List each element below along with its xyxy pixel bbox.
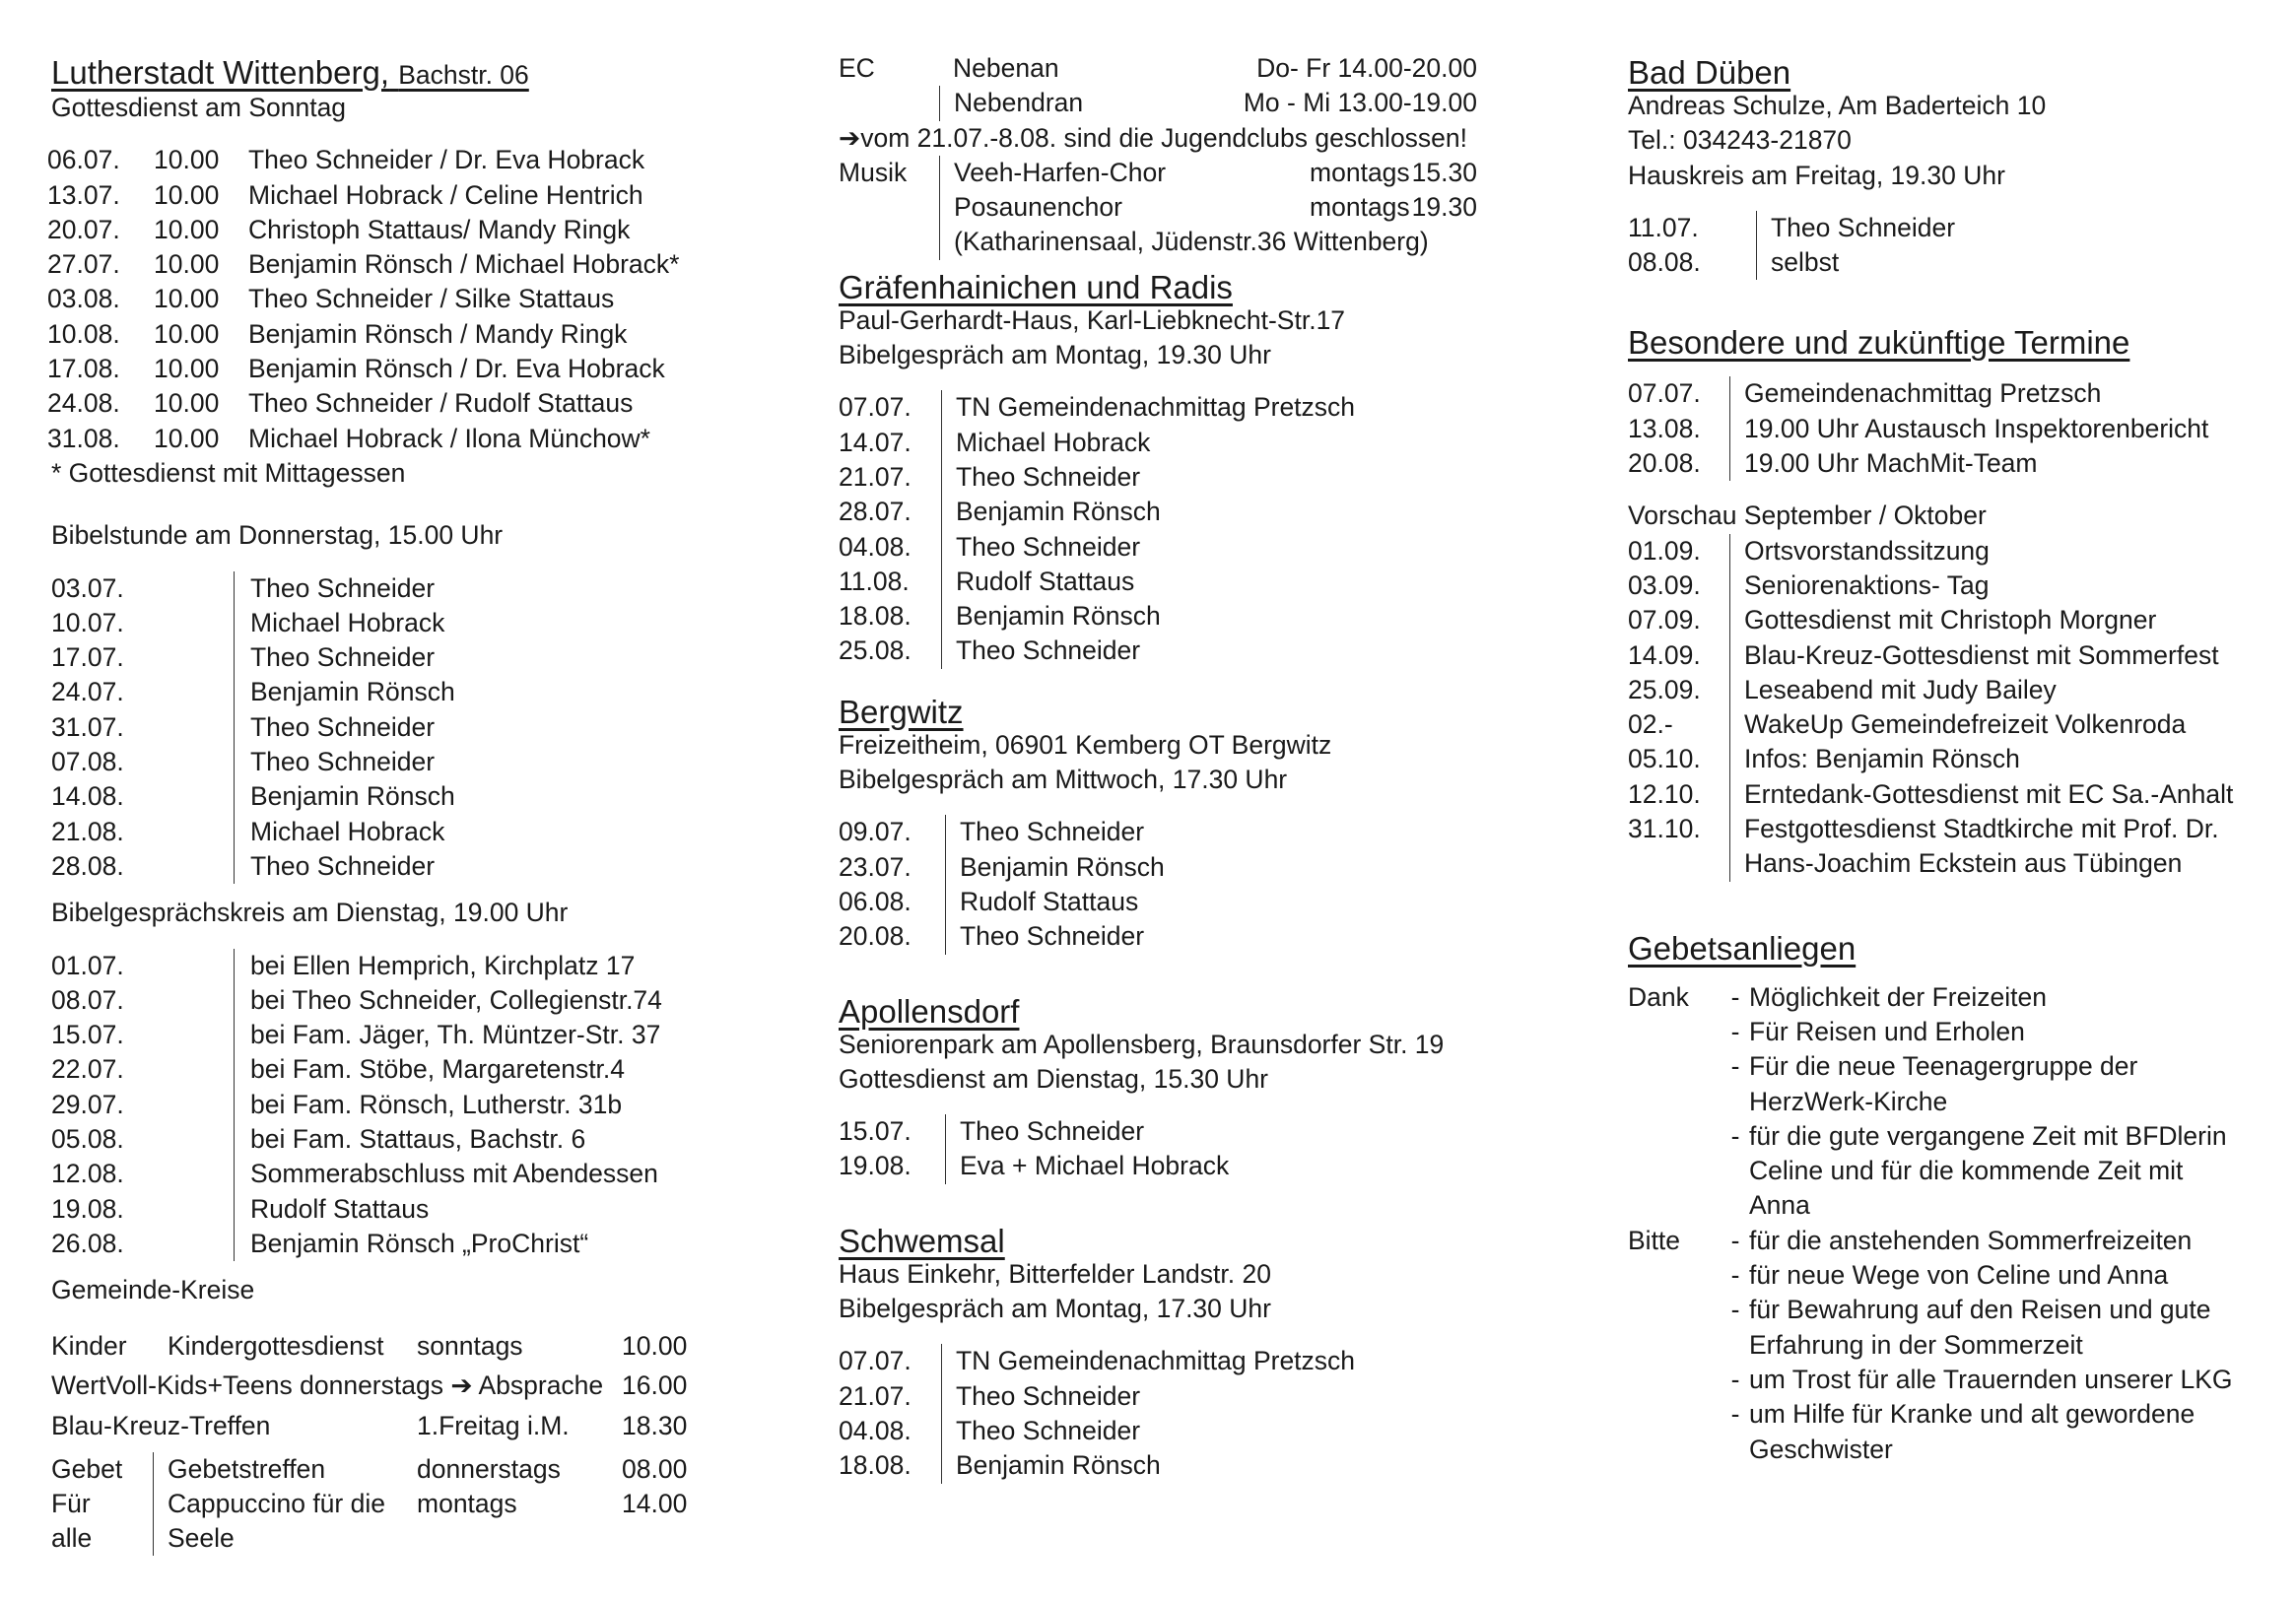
ec-nebendran-time: Mo - Mi 13.00-19.00 bbox=[1243, 88, 1477, 118]
ec-nebendran: Nebendran bbox=[954, 88, 1084, 118]
berg-date: 06.08. bbox=[839, 886, 912, 916]
vorschau-schedule bbox=[1628, 534, 2259, 882]
sunday-row bbox=[47, 178, 820, 213]
bad-date: 08.08. bbox=[1628, 247, 1701, 278]
kreis-row bbox=[51, 1122, 820, 1157]
bitte-text: um Hilfe für Kranke und alt gewordene Geschwister bbox=[1749, 1399, 2195, 1464]
berg-date: 23.07. bbox=[839, 851, 912, 882]
apo-row bbox=[839, 1114, 1489, 1149]
dash-bullet: - bbox=[1730, 1225, 1740, 1255]
dash-bullet: - bbox=[1730, 981, 1740, 1012]
ec-nebenan: Nebenan bbox=[953, 53, 1059, 83]
veeh-when: montags bbox=[1310, 157, 1410, 187]
column-regions bbox=[839, 51, 1489, 1484]
berg-row bbox=[839, 850, 1489, 885]
kreis-schedule bbox=[51, 949, 820, 1262]
musik-label: Musik bbox=[839, 157, 908, 187]
gebet-time: 08.00 bbox=[622, 1453, 688, 1484]
kreis-name: bei Fam. Rönsch, Lutherstr. 31b bbox=[234, 1088, 622, 1122]
gebet-what: Gebetstreffen bbox=[168, 1453, 326, 1484]
vorschau-date: 03.09. bbox=[1628, 569, 1701, 600]
schw-name: Benjamin Rönsch bbox=[941, 1448, 1161, 1483]
graef-name: Benjamin Rönsch bbox=[941, 599, 1161, 634]
vorschau-row bbox=[1628, 777, 2259, 812]
vorschau-row bbox=[1628, 568, 2259, 603]
kreis-date: 08.07. bbox=[51, 984, 124, 1015]
dank-item bbox=[1628, 1015, 2259, 1049]
vorschau-name: Leseabend mit Judy Bailey bbox=[1729, 673, 2057, 707]
kreis-row bbox=[51, 1018, 820, 1052]
arrow-right-icon: ➔ bbox=[839, 122, 861, 153]
sunday-row bbox=[47, 247, 820, 282]
vorschau-date: 14.09. bbox=[1628, 639, 1701, 670]
kreis-row bbox=[51, 1088, 820, 1122]
cappuccino-time: 14.00 bbox=[622, 1488, 688, 1518]
schw-date: 21.07. bbox=[839, 1380, 912, 1411]
schw-name: Theo Schneider bbox=[941, 1379, 1140, 1414]
bibelstunde-name: Theo Schneider bbox=[234, 571, 435, 606]
dash-bullet: - bbox=[1730, 1260, 1740, 1291]
bitte-text: für Bewahrung auf den Reisen und gute Erfahrung in der Sommerzeit bbox=[1749, 1295, 2211, 1360]
vorschau-row bbox=[1628, 846, 2259, 881]
kreis-row bbox=[51, 1192, 820, 1227]
graef-name: TN Gemeindenachmittag Pretzsch bbox=[941, 390, 1355, 425]
graef-address: Paul-Gerhardt-Haus, Karl-Liebknecht-Str.17 bbox=[839, 304, 1346, 335]
bad-row bbox=[1628, 211, 2259, 245]
section-title-graefenhainichen: Gräfenhainichen und Radis bbox=[839, 268, 1233, 305]
dank-text: Für Reisen und Erholen bbox=[1749, 1016, 2025, 1046]
sunday-date: 06.07. bbox=[47, 145, 120, 175]
bad-subtitle: Hauskreis am Freitag, 19.30 Uhr bbox=[1628, 160, 2005, 190]
bibelstunde-date: 17.07. bbox=[51, 642, 124, 673]
graef-date: 04.08. bbox=[839, 531, 912, 562]
dash-bullet: - bbox=[1730, 1016, 1740, 1046]
kreis-date: 01.07. bbox=[51, 950, 124, 980]
kreis-name: bei Fam. Jäger, Th. Müntzer-Str. 37 bbox=[234, 1018, 660, 1052]
sunday-row bbox=[47, 282, 820, 316]
bibelstunde-name: Theo Schneider bbox=[234, 849, 435, 884]
graef-row bbox=[839, 530, 1489, 565]
schw-address: Haus Einkehr, Bitterfelder Landstr. 20 bbox=[839, 1258, 1271, 1289]
sunday-date: 27.07. bbox=[47, 249, 120, 280]
bibelstunde-row bbox=[51, 745, 820, 779]
graef-name: Rudolf Stattaus bbox=[941, 565, 1134, 599]
vorschau-row bbox=[1628, 638, 2259, 673]
sunday-row bbox=[47, 317, 820, 352]
posaunen-time: 19.30 bbox=[1411, 192, 1477, 223]
schw-subtitle: Bibelgespräch am Montag, 17.30 Uhr bbox=[839, 1294, 1271, 1324]
berg-name: Theo Schneider bbox=[945, 815, 1144, 849]
veeh-harfen-chor: Veeh-Harfen-Chor bbox=[954, 157, 1167, 187]
schw-row bbox=[839, 1414, 1489, 1448]
berg-address: Freizeitheim, 06901 Kemberg OT Bergwitz bbox=[839, 729, 1332, 760]
apo-schedule bbox=[839, 1114, 1489, 1184]
sunday-service-heading: Gottesdienst am Sonntag bbox=[51, 93, 347, 122]
bad-name: Theo Schneider bbox=[1756, 211, 1955, 245]
bad-address: Andreas Schulze, Am Baderteich 10 bbox=[1628, 91, 2047, 120]
kreis-row bbox=[51, 1227, 820, 1261]
graef-row bbox=[839, 599, 1489, 634]
kreis-date: 22.07. bbox=[51, 1054, 124, 1085]
schw-name: Theo Schneider bbox=[941, 1414, 1140, 1448]
schw-date: 07.07. bbox=[839, 1346, 912, 1376]
bad-date: 11.07. bbox=[1628, 212, 1699, 242]
kreis-date: 12.08. bbox=[51, 1159, 124, 1189]
besondere-date: 13.08. bbox=[1628, 413, 1701, 443]
sunday-row bbox=[47, 422, 820, 456]
schw-row bbox=[839, 1344, 1489, 1378]
vorschau-name: Infos: Benjamin Rönsch bbox=[1729, 742, 2020, 776]
kreis-name: Sommerabschluss mit Abendessen bbox=[234, 1157, 658, 1191]
besondere-row bbox=[1628, 376, 2259, 411]
berg-name: Benjamin Rönsch bbox=[945, 850, 1165, 885]
bitte-label: Bitte bbox=[1628, 1225, 1681, 1255]
bitte-text: für neue Wege von Celine und Anna bbox=[1749, 1260, 2169, 1291]
sunday-date: 31.08. bbox=[47, 423, 120, 453]
vorschau-row bbox=[1628, 707, 2259, 742]
sunday-time: 10.00 bbox=[154, 388, 220, 419]
wertvoll-time: 16.00 bbox=[622, 1369, 688, 1400]
gemeinde-kreise-heading: Gemeinde-Kreise bbox=[51, 1275, 255, 1305]
sunday-preachers: Theo Schneider / Dr. Eva Hobrack bbox=[248, 145, 645, 175]
sunday-row bbox=[47, 386, 820, 421]
kinder-label: Kinder bbox=[51, 1330, 127, 1361]
bibelstunde-row bbox=[51, 675, 820, 709]
graef-date: 18.08. bbox=[839, 601, 912, 632]
bibelstunde-date: 31.07. bbox=[51, 711, 124, 742]
graef-row bbox=[839, 565, 1489, 599]
sunday-time: 10.00 bbox=[154, 179, 220, 210]
bitte-item bbox=[1628, 1224, 2259, 1258]
dash-bullet: - bbox=[1730, 1399, 1740, 1430]
vorschau-date: 25.09. bbox=[1628, 674, 1701, 704]
dank-item bbox=[1628, 980, 2259, 1015]
kreis-date: 29.07. bbox=[51, 1089, 124, 1119]
graef-row bbox=[839, 460, 1489, 495]
schw-date: 18.08. bbox=[839, 1450, 912, 1481]
sunday-time: 10.00 bbox=[154, 318, 220, 349]
ec-nebenan-time: Do- Fr 14.00-20.00 bbox=[1256, 53, 1477, 83]
graef-row bbox=[839, 634, 1489, 668]
graef-date: 14.07. bbox=[839, 427, 912, 457]
arrow-right-icon: ➔ bbox=[450, 1369, 473, 1400]
bibelstunde-heading: Bibelstunde am Donnerstag, 15.00 Uhr bbox=[51, 520, 504, 551]
kreis-name: bei Theo Schneider, Collegienstr.74 bbox=[234, 983, 662, 1018]
sunday-row bbox=[47, 352, 820, 386]
kinder-time: 10.00 bbox=[622, 1330, 688, 1361]
column-wittenberg bbox=[47, 51, 820, 1556]
vorschau-heading: Vorschau September / Oktober bbox=[1628, 501, 1987, 531]
dank-item bbox=[1628, 1049, 2259, 1119]
apo-date: 15.07. bbox=[839, 1116, 912, 1147]
sunday-schedule bbox=[47, 143, 820, 456]
berg-date: 20.08. bbox=[839, 921, 912, 952]
dank-item bbox=[1628, 1119, 2259, 1224]
sunday-time: 10.00 bbox=[154, 284, 220, 314]
sunday-preachers: Theo Schneider / Rudolf Stattaus bbox=[248, 388, 634, 419]
sunday-note: * Gottesdienst mit Mittagessen bbox=[51, 457, 406, 488]
sunday-time: 10.00 bbox=[154, 354, 220, 384]
besondere-date: 20.08. bbox=[1628, 448, 1701, 479]
column-more bbox=[1628, 51, 2259, 1467]
kinder-when: sonntags bbox=[417, 1330, 523, 1361]
sunday-preachers: Benjamin Rönsch / Michael Hobrack* bbox=[248, 249, 680, 280]
besondere-row bbox=[1628, 446, 2259, 481]
schw-date: 04.08. bbox=[839, 1415, 912, 1445]
berg-subtitle: Bibelgespräch am Mittwoch, 17.30 Uhr bbox=[839, 765, 1288, 795]
gemeinde-kreise-table bbox=[51, 1326, 820, 1557]
vorschau-row bbox=[1628, 603, 2259, 637]
graef-row bbox=[839, 495, 1489, 529]
section-title-wittenberg: Lutherstadt Wittenberg, Bachstr. 06 bbox=[51, 54, 529, 91]
bitte-item bbox=[1628, 1293, 2259, 1363]
besondere-schedule bbox=[1628, 376, 2259, 481]
besondere-name: Gemeindenachmittag Pretzsch bbox=[1729, 376, 2101, 411]
vorschau-name: Ortsvorstandssitzung bbox=[1729, 534, 1990, 568]
veeh-time: 15.30 bbox=[1411, 157, 1477, 187]
bibelstunde-name: Benjamin Rönsch bbox=[234, 779, 455, 814]
kreis-name: bei Fam. Stöbe, Margaretenstr.4 bbox=[234, 1052, 625, 1087]
berg-row bbox=[839, 885, 1489, 919]
bibelstunde-date: 24.07. bbox=[51, 677, 124, 707]
bibelstunde-row bbox=[51, 849, 820, 884]
graef-name: Michael Hobrack bbox=[941, 426, 1150, 460]
bibelstunde-name: Benjamin Rönsch bbox=[234, 675, 455, 709]
blaukreuz-label: Blau-Kreuz-Treffen bbox=[51, 1410, 271, 1440]
besondere-row bbox=[1628, 412, 2259, 446]
bibelstunde-name: Theo Schneider bbox=[234, 745, 435, 779]
vorschau-date: 02.- bbox=[1628, 709, 1673, 740]
prayer-requests bbox=[1628, 980, 2259, 1467]
sunday-preachers: Benjamin Rönsch / Mandy Ringk bbox=[248, 318, 628, 349]
kreis-row bbox=[51, 1157, 820, 1191]
bad-name: selbst bbox=[1756, 245, 1839, 280]
sunday-preachers: Michael Hobrack / Celine Hentrich bbox=[248, 179, 643, 210]
kreis-date: 19.08. bbox=[51, 1193, 124, 1224]
apo-date: 19.08. bbox=[839, 1151, 912, 1181]
bibelstunde-schedule bbox=[51, 571, 820, 885]
ec-label: EC bbox=[839, 53, 875, 83]
besondere-date: 07.07. bbox=[1628, 378, 1701, 409]
kreis-name: bei Ellen Hemprich, Kirchplatz 17 bbox=[234, 949, 635, 983]
blaukreuz-time: 18.30 bbox=[622, 1410, 688, 1440]
bitte-item bbox=[1628, 1363, 2259, 1397]
graef-date: 21.07. bbox=[839, 461, 912, 492]
sunday-date: 17.08. bbox=[47, 354, 120, 384]
vorschau-date bbox=[1628, 846, 1729, 881]
schw-row bbox=[839, 1379, 1489, 1414]
bibelstunde-date: 28.08. bbox=[51, 850, 124, 881]
gebet-label-2: Für bbox=[51, 1488, 91, 1518]
bibelstunde-date: 10.07. bbox=[51, 607, 124, 637]
kinder-what: Kindergottesdienst bbox=[168, 1330, 384, 1361]
bibelstunde-name: Michael Hobrack bbox=[234, 815, 444, 849]
cappuccino-what: Cappuccino für die bbox=[168, 1488, 385, 1518]
apo-subtitle: Gottesdienst am Dienstag, 15.30 Uhr bbox=[839, 1063, 1269, 1094]
dash-bullet: - bbox=[1730, 1295, 1740, 1325]
schw-name: TN Gemeindenachmittag Pretzsch bbox=[941, 1344, 1355, 1378]
cappuccino-what-2: Seele bbox=[168, 1523, 235, 1554]
besondere-name: 19.00 Uhr Austausch Inspektorenbericht bbox=[1729, 412, 2208, 446]
berg-schedule bbox=[839, 815, 1489, 954]
ec-closure-note: ➔ vom 21.07.-8.08. sind die Jugendclubs geschlossen! bbox=[839, 121, 1477, 156]
graef-name: Theo Schneider bbox=[941, 460, 1140, 495]
apo-name: Theo Schneider bbox=[945, 1114, 1144, 1149]
graef-row bbox=[839, 390, 1489, 425]
graef-name: Theo Schneider bbox=[941, 634, 1140, 668]
vorschau-date: 07.09. bbox=[1628, 605, 1701, 635]
dash-bullet: - bbox=[1730, 1051, 1740, 1082]
dash-bullet: - bbox=[1730, 1120, 1740, 1151]
bibelstunde-name: Theo Schneider bbox=[234, 640, 435, 675]
vorschau-row bbox=[1628, 812, 2259, 846]
vorschau-row bbox=[1628, 742, 2259, 776]
gebet-label-3: alle bbox=[51, 1523, 93, 1554]
dank-text: für die gute vergangene Zeit mit BFDlerin Celine und für die kommende Zeit mit Anna bbox=[1749, 1120, 2227, 1221]
ec-section bbox=[839, 51, 1477, 260]
berg-name: Rudolf Stattaus bbox=[945, 885, 1138, 919]
sunday-date: 10.08. bbox=[47, 318, 120, 349]
graef-date: 25.08. bbox=[839, 635, 912, 666]
sunday-preachers: Benjamin Rönsch / Dr. Eva Hobrack bbox=[248, 354, 665, 384]
sunday-date: 20.07. bbox=[47, 214, 120, 244]
wittenberg-address: Bachstr. 06 bbox=[398, 60, 529, 90]
besondere-name: 19.00 Uhr MachMit-Team bbox=[1729, 446, 2038, 481]
bibelstunde-row bbox=[51, 779, 820, 814]
vorschau-name: WakeUp Gemeindefreizeit Volkenroda bbox=[1729, 707, 2186, 742]
kreis-name: bei Fam. Stattaus, Bachstr. 6 bbox=[234, 1122, 585, 1157]
sunday-preachers: Christoph Stattaus/ Mandy Ringk bbox=[248, 214, 631, 244]
graef-subtitle: Bibelgespräch am Montag, 19.30 Uhr bbox=[839, 340, 1271, 370]
bibelstunde-date: 07.08. bbox=[51, 747, 124, 777]
kreis-row bbox=[51, 1052, 820, 1087]
graef-row bbox=[839, 426, 1489, 460]
graef-schedule bbox=[839, 390, 1489, 668]
posaunen-when: montags bbox=[1310, 192, 1410, 223]
section-title-besondere: Besondere und zukünftige Termine bbox=[1628, 324, 2130, 362]
kreis-date: 15.07. bbox=[51, 1020, 124, 1050]
berg-row bbox=[839, 919, 1489, 954]
vorschau-name: Seniorenaktions- Tag bbox=[1729, 568, 1989, 603]
vorschau-date: 31.10. bbox=[1628, 814, 1701, 844]
vorschau-name: Erntedank-Gottesdienst mit EC Sa.-Anhalt bbox=[1729, 777, 2233, 812]
graef-date: 07.07. bbox=[839, 392, 912, 423]
musik-location: (Katharinensaal, Jüdenstr.36 Wittenberg) bbox=[939, 225, 1429, 259]
apo-row bbox=[839, 1149, 1489, 1183]
vorschau-name: Hans-Joachim Eckstein aus Tübingen bbox=[1729, 846, 2182, 881]
sunday-date: 03.08. bbox=[47, 284, 120, 314]
section-title-apollensdorf: Apollensdorf bbox=[839, 992, 1020, 1030]
vorschau-date: 05.10. bbox=[1628, 744, 1701, 774]
kreis-date: 26.08. bbox=[51, 1228, 124, 1258]
bad-phone: Tel.: 034243-21870 bbox=[1628, 125, 1852, 156]
sunday-row bbox=[47, 143, 820, 177]
dank-text: Möglichkeit der Freizeiten bbox=[1749, 981, 2047, 1012]
kreis-heading: Bibelgesprächskreis am Dienstag, 19.00 Uhr bbox=[51, 898, 569, 928]
vorschau-name: Blau-Kreuz-Gottesdienst mit Sommerfest bbox=[1729, 638, 2219, 673]
vorschau-row bbox=[1628, 534, 2259, 568]
vorschau-date: 01.09. bbox=[1628, 535, 1701, 566]
section-title-schwemsal: Schwemsal bbox=[839, 1222, 1005, 1259]
bitte-item bbox=[1628, 1258, 2259, 1293]
sunday-time: 10.00 bbox=[154, 145, 220, 175]
sunday-preachers: Michael Hobrack / Ilona Münchow* bbox=[248, 423, 650, 453]
bibelstunde-row bbox=[51, 571, 820, 606]
bibelstunde-row bbox=[51, 815, 820, 849]
bibelstunde-name: Theo Schneider bbox=[234, 710, 435, 745]
schw-schedule bbox=[839, 1344, 1489, 1483]
sunday-time: 10.00 bbox=[154, 249, 220, 280]
apo-name: Eva + Michael Hobrack bbox=[945, 1149, 1229, 1183]
gebet-when: donnerstags bbox=[417, 1453, 561, 1484]
vorschau-name: Gottesdienst mit Christoph Morgner bbox=[1729, 603, 2156, 637]
sunday-row bbox=[47, 213, 820, 247]
sunday-time: 10.00 bbox=[154, 214, 220, 244]
kreis-row bbox=[51, 983, 820, 1018]
cappuccino-when: montags bbox=[417, 1488, 517, 1518]
kreis-date: 05.08. bbox=[51, 1124, 124, 1155]
graef-name: Benjamin Rönsch bbox=[941, 495, 1161, 529]
vorschau-row bbox=[1628, 673, 2259, 707]
kreis-name: Benjamin Rönsch „ProChrist“ bbox=[234, 1227, 588, 1261]
bad-schedule bbox=[1628, 211, 2259, 281]
bibelstunde-date: 21.08. bbox=[51, 816, 124, 846]
apo-address: Seniorenpark am Apollensberg, Braunsdorfer Str. 19 bbox=[839, 1029, 1445, 1059]
sunday-date: 13.07. bbox=[47, 179, 120, 210]
blaukreuz-when: 1.Freitag i.M. bbox=[417, 1410, 570, 1440]
bibelstunde-row bbox=[51, 710, 820, 745]
bibelstunde-row bbox=[51, 640, 820, 675]
sunday-time: 10.00 bbox=[154, 423, 220, 453]
bad-row bbox=[1628, 245, 2259, 280]
section-title-bergwitz: Bergwitz bbox=[839, 693, 964, 730]
dank-text: Für die neue Teenagergruppe der HerzWerk-Kirche bbox=[1749, 1051, 2138, 1116]
bibelstunde-row bbox=[51, 606, 820, 640]
kreis-row bbox=[51, 949, 820, 983]
bibelstunde-date: 03.07. bbox=[51, 572, 124, 603]
bitte-item bbox=[1628, 1397, 2259, 1467]
sunday-preachers: Theo Schneider / Silke Stattaus bbox=[248, 284, 615, 314]
graef-name: Theo Schneider bbox=[941, 530, 1140, 565]
section-title-bad-dueben: Bad Düben bbox=[1628, 54, 1791, 91]
schw-row bbox=[839, 1448, 1489, 1483]
kreis-name: Rudolf Stattaus bbox=[234, 1192, 429, 1227]
dank-label: Dank bbox=[1628, 981, 1689, 1012]
sunday-date: 24.08. bbox=[47, 388, 120, 419]
gebet-label-1: Gebet bbox=[51, 1453, 123, 1484]
berg-name: Theo Schneider bbox=[945, 919, 1144, 954]
posaunenchor: Posaunenchor bbox=[954, 192, 1122, 223]
bitte-text: für die anstehenden Sommerfreizeiten bbox=[1749, 1225, 2193, 1255]
berg-date: 09.07. bbox=[839, 817, 912, 847]
section-title-gebetsanliegen: Gebetsanliegen bbox=[1628, 929, 1857, 967]
graef-date: 11.08. bbox=[839, 566, 910, 596]
dash-bullet: - bbox=[1730, 1364, 1740, 1394]
bibelstunde-name: Michael Hobrack bbox=[234, 606, 444, 640]
wertvoll-row: WertVoll-Kids+Teens donnerstags ➔ Absprache bbox=[51, 1369, 604, 1400]
vorschau-name: Festgottesdienst Stadtkirche mit Prof. Dr. bbox=[1729, 812, 2219, 846]
graef-date: 28.07. bbox=[839, 497, 912, 527]
vorschau-date: 12.10. bbox=[1628, 778, 1701, 809]
bitte-text: um Trost für alle Trauernden unserer LKG bbox=[1749, 1364, 2233, 1394]
berg-row bbox=[839, 815, 1489, 849]
bibelstunde-date: 14.08. bbox=[51, 781, 124, 812]
